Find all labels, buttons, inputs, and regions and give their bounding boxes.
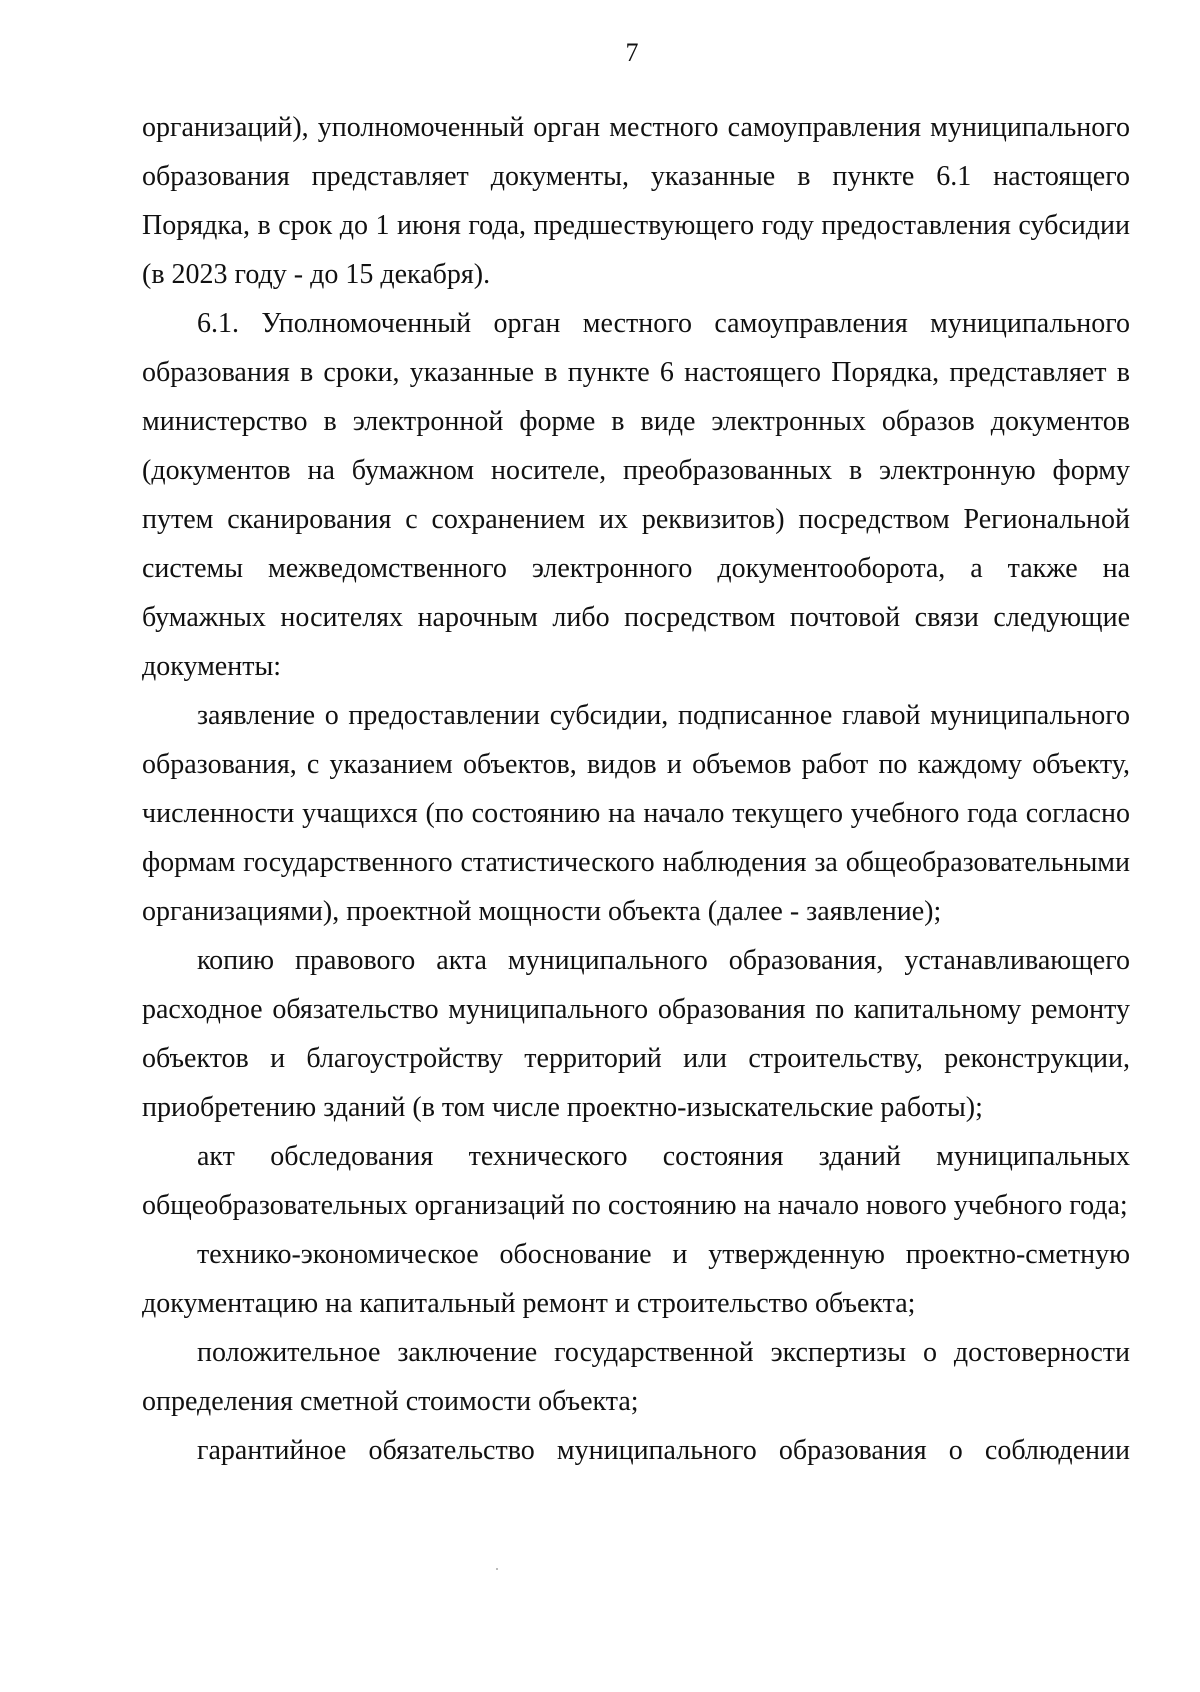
scan-speck <box>496 1568 498 1570</box>
paragraph-inspection-act: акт обследования технического состояния зданий муниципальных общеобразовательных организаций по состоянию на начало нового учебного года; <box>142 1141 1130 1221</box>
page-number: 7 <box>625 38 639 67</box>
paragraph-feasibility-study: технико-экономическое обоснование и утвержденную проектно-сметную документацию на капитальный ремонт и строительство объекта; <box>142 1239 1130 1319</box>
paragraph-application: заявление о предоставлении субсидии, подписанное главой муниципального образования, с указанием объектов, видов и объемов работ по каждому объекту, численности учащихся (по состоянию на начало текущего учебного года согласно формам государственного статистического наблюдения за общеобразовательными организациями), проектной мощности объекта (далее - заявление); <box>142 700 1130 927</box>
paragraph-expertise-conclusion: положительное заключение государственной экспертизы о достоверности определения сметной стоимости объекта; <box>142 1337 1130 1417</box>
paragraph-continuation: организаций), уполномоченный орган местного самоуправления муниципального образования представляет документы, указанные в пункте 6.1 настоящего Порядка, в срок до 1 июня года, предшествующего году предоставления субсидии (в 2023 году - до 15 декабря). <box>142 112 1130 290</box>
paragraph-legal-act-copy: копию правового акта муниципального образования, устанавливающего расходное обязательство муниципального образования по капитальному ремонту объектов и благоустройству территорий или строительству, реконструкции, приобретению зданий (в том числе проектно-изыскательские работы); <box>142 945 1130 1123</box>
document-body <box>142 103 1130 1475</box>
paragraph-guarantee-obligation: гарантийное обязательство муниципального образования о соблюдении <box>197 1435 1130 1466</box>
paragraph-6-1: 6.1. Уполномоченный орган местного самоуправления муниципального образования в сроки, указанные в пункте 6 настоящего Порядка, представляет в министерство в электронной форме в виде электронных образов документов (документов на бумажном носителе, преобразованных в электронную форму путем сканирования с сохранением их реквизитов) посредством Региональной системы межведомственного электронного документооборота, а также на бумажных носителях нарочным либо посредством почтовой связи следующие документы: <box>142 308 1130 682</box>
